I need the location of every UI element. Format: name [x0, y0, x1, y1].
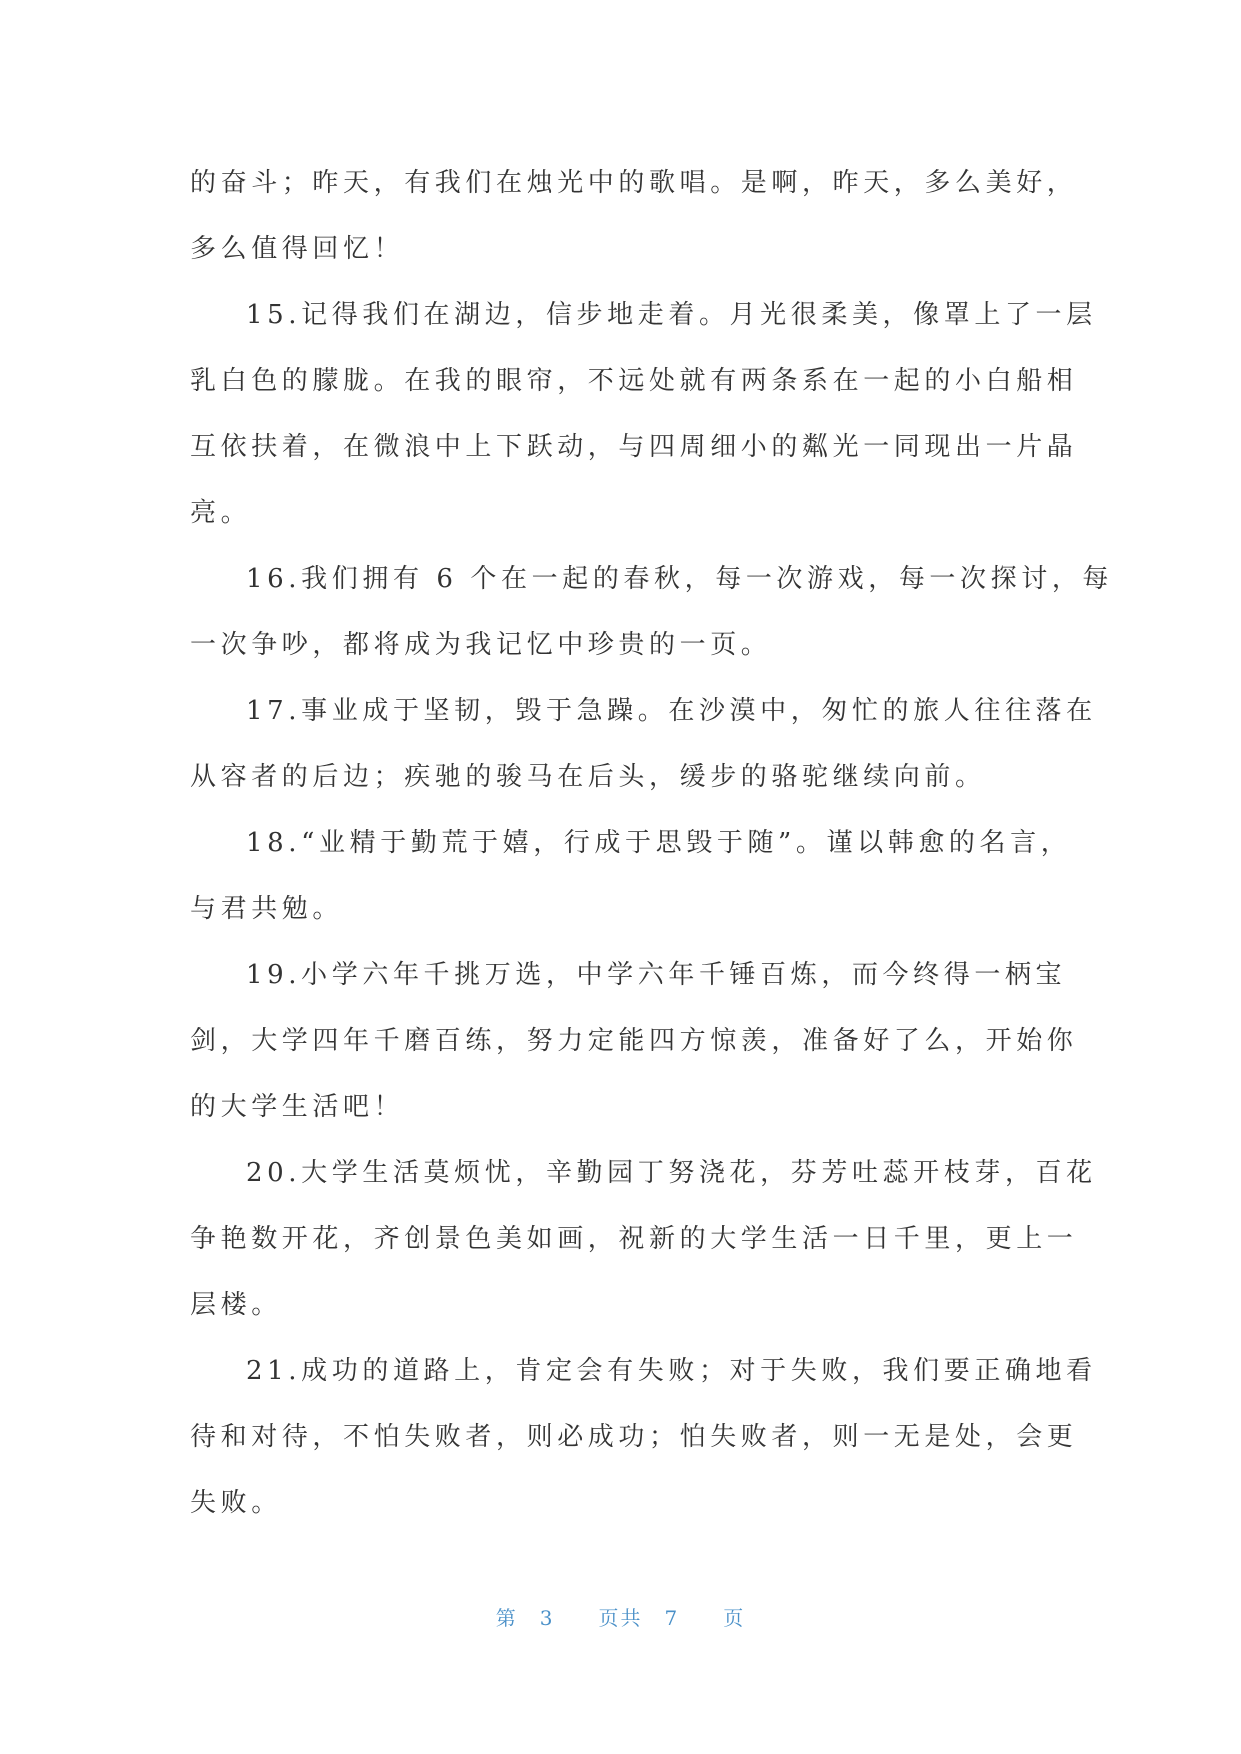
text-line: 20.大学生活莫烦忧，辛勤园丁努浇花，芬芳吐蕊开枝芽，百花 — [246, 1158, 1097, 1188]
text-line: 互依扶着，在微浪中上下跃动，与四周细小的粼光一同现出一片晶 — [190, 432, 1078, 462]
text-line: 亮。 — [190, 498, 252, 528]
text-line: 的大学生活吧！ — [190, 1092, 405, 1122]
paragraph-17 — [190, 678, 1097, 810]
text-line: 从容者的后边；疾驰的骏马在后头，缓步的骆驼继续向前。 — [190, 762, 986, 792]
text-line: 18.“业精于勤荒于嬉，行成于思毁于随”。谨以韩愈的名言， — [246, 828, 1072, 858]
footer-current-page: 3 — [539, 1606, 555, 1630]
text-line: 争艳数开花，齐创景色美如画，祝新的大学生活一日千里，更上一 — [190, 1224, 1078, 1254]
text-line: 失败。 — [190, 1488, 282, 1518]
paragraph-15 — [190, 282, 1097, 546]
paragraph-20 — [190, 1140, 1097, 1338]
text-line: 21.成功的道路上，肯定会有失败；对于失败，我们要正确地看 — [246, 1356, 1097, 1386]
page-footer — [0, 1602, 1241, 1631]
text-line: 与君共勉。 — [190, 894, 344, 924]
footer-middle: 页共 — [598, 1606, 643, 1630]
text-line: 17.事业成于坚韧，毁于急躁。在沙漠中，匆忙的旅人往往落在 — [246, 696, 1097, 726]
footer-total-pages: 7 — [664, 1606, 680, 1630]
text-line: 一次争吵，都将成为我记忆中珍贵的一页。 — [190, 630, 772, 660]
footer-suffix: 页 — [723, 1606, 746, 1630]
document-body — [190, 150, 1114, 1536]
text-line: 剑，大学四年千磨百练，努力定能四方惊羡，准备好了么，开始你 — [190, 1026, 1078, 1056]
text-line: 待和对待，不怕失败者，则必成功；怕失败者，则一无是处，会更 — [190, 1422, 1078, 1452]
text-line: 多么值得回忆！ — [190, 234, 405, 264]
paragraph-18 — [190, 810, 1072, 942]
text-line: 的奋斗；昨天，有我们在烛光中的歌唱。是啊，昨天，多么美好， — [190, 168, 1078, 198]
paragraph-19 — [190, 942, 1078, 1140]
footer-prefix: 第 — [495, 1606, 518, 1630]
text-line: 层楼。 — [190, 1290, 282, 1320]
paragraph-21 — [190, 1338, 1097, 1536]
paragraph-16 — [190, 546, 1114, 678]
text-line: 19.小学六年千挑万选，中学六年千锤百炼，而今终得一柄宝 — [246, 960, 1067, 990]
paragraph-0 — [190, 150, 1078, 282]
text-line: 乳白色的朦胧。在我的眼帘，不远处就有两条系在一起的小白船相 — [190, 366, 1078, 396]
text-line: 16.我们拥有 6 个在一起的春秋，每一次游戏，每一次探讨，每 — [246, 564, 1114, 594]
text-line: 15.记得我们在湖边，信步地走着。月光很柔美，像罩上了一层 — [246, 300, 1097, 330]
